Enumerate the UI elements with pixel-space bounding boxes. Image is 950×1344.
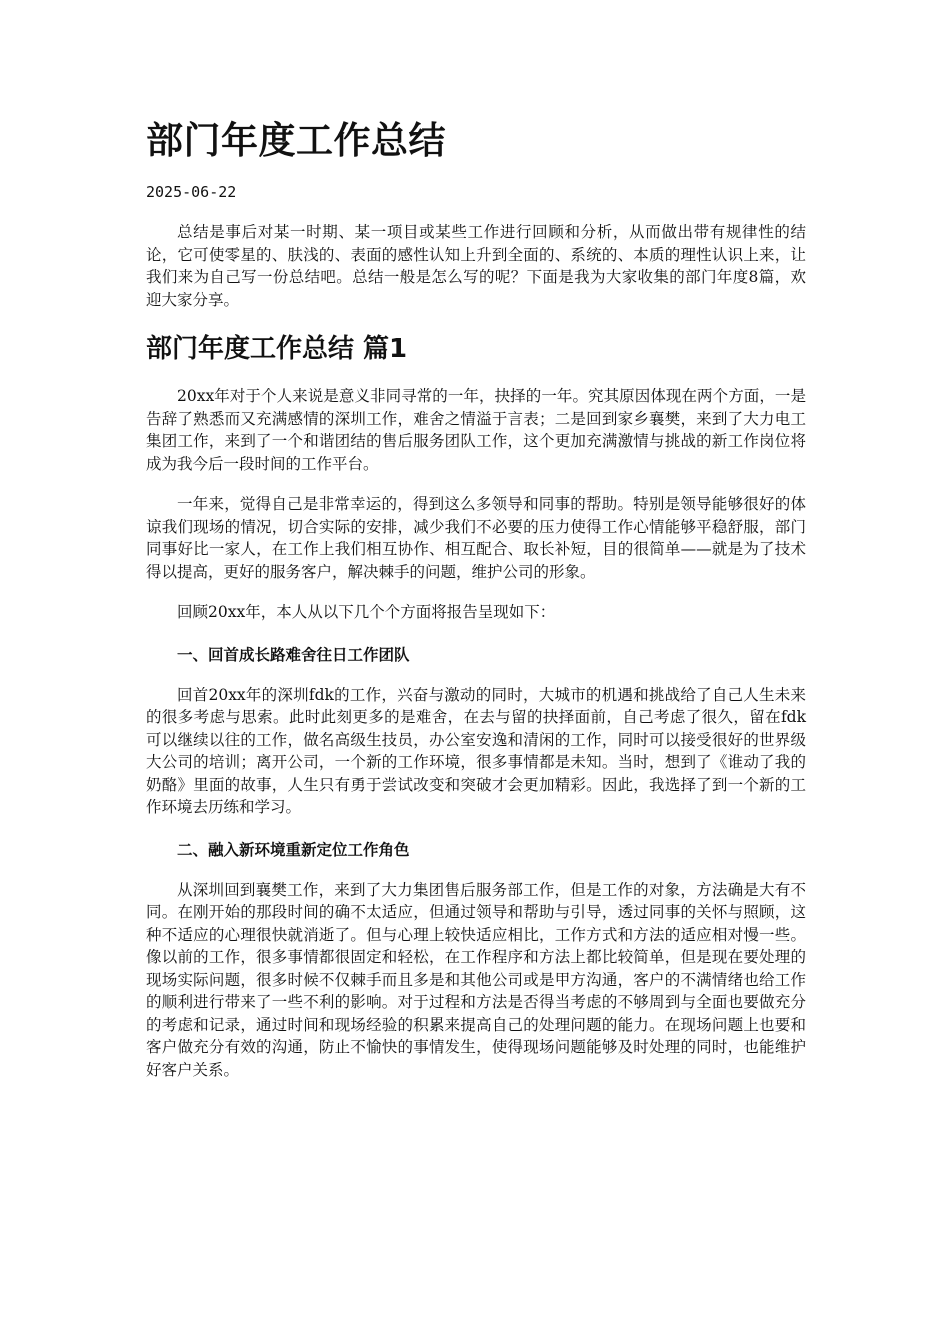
- section-heading: 部门年度工作总结 篇1: [146, 334, 408, 364]
- body-paragraph: 从深圳回到襄樊工作，来到了大力集团售后服务部工作，但是工作的对象，方法确是大有不同。在刚开始的那段时间的确不太适应，但通过领导和帮助与引导，透过同事的关怀与照顾，这种不适应的心理很快就消逝了。但与心理上较快适应相比，工作方式和方法的适应相对慢一些。像以前的工作，很多事情都很固定和轻松，在工作程序和方法上都比较简单，但是现在要处理的现场实际问题，很多时候不仅棘手而且多是和其他公司或是甲方沟通，客户的不满情绪也给工作的顺利进行带来了一些不利的影响。对于过程和方法是否得当考虑的不够周到与全面也要做充分的考虑和记录，通过时间和现场经验的积累来提高自己的处理问题的能力。在现场问题上也要和客户做充分有效的沟通，防止不愉快的事情发生，使得现场问题能够及时处理的同时，也能维护好客户关系。: [146, 880, 806, 1079]
- body-paragraph: 一年来，觉得自己是非常幸运的，得到这么多领导和同事的帮助。特别是领导能够很好的体谅我们现场的情况，切合实际的安排，减少我们不必要的压力使得工作心情能够平稳舒服，部门同事好比一家人，在工作上我们相互协作、相互配合、取长补短，目的很简单——就是为了技术得以提高，更好的服务客户，解决棘手的问题，维护公司的形象。: [146, 495, 806, 581]
- sub-heading: 一、回首成长路难舍往日工作团队: [177, 645, 410, 664]
- publish-date: 2025-06-22: [146, 183, 237, 201]
- body-paragraph: 20xx年对于个人来说是意义非同寻常的一年，抉择的一年。究其原因体现在两个方面，一是告辞了熟悉而又充满感情的深圳工作，难舍之情溢于言表；二是回到家乡襄樊，来到了大力电工集团工作，来到了一个和谐团结的售后服务团队工作，这个更加充满激情与挑战的新工作岗位将成为我今后一段时间的工作平台。: [146, 387, 806, 473]
- body-paragraph: 回首20xx年的深圳fdk的工作，兴奋与激动的同时，大城市的机遇和挑战给了自己人生未来的很多考虑与思索。此时此刻更多的是难舍，在去与留的抉择面前，自己考虑了很久，留在fdk可以继续以往的工作，做名高级生技员，办公室安逸和清闲的工作，同时可以接受很好的世界级大公司的培训；离开公司，一个新的工作环境，很多事情都是未知。当时，想到了《谁动了我的奶酪》里面的故事，人生只有勇于尝试改变和突破才会更加精彩。因此，我选择了到一个新的工作环境去历练和学习。: [146, 685, 806, 816]
- intro-paragraph: 总结是事后对某一时期、某一项目或某些工作进行回顾和分析，从而做出带有规律性的结论，它可使零星的、肤浅的、表面的感性认知上升到全面的、系统的、本质的理性认识上来，让我们来为自己写一份总结吧。总结一般是怎么写的呢？下面是我为大家收集的部门年度8篇，欢迎大家分享。: [146, 223, 806, 309]
- sub-heading: 二、融入新环境重新定位工作角色: [177, 840, 410, 859]
- page-title: 部门年度工作总结: [146, 119, 446, 162]
- body-paragraph: 回顾20xx年，本人从以下几个个方面将报告呈现如下：: [177, 603, 556, 621]
- document-page: [146, 118, 806, 1081]
